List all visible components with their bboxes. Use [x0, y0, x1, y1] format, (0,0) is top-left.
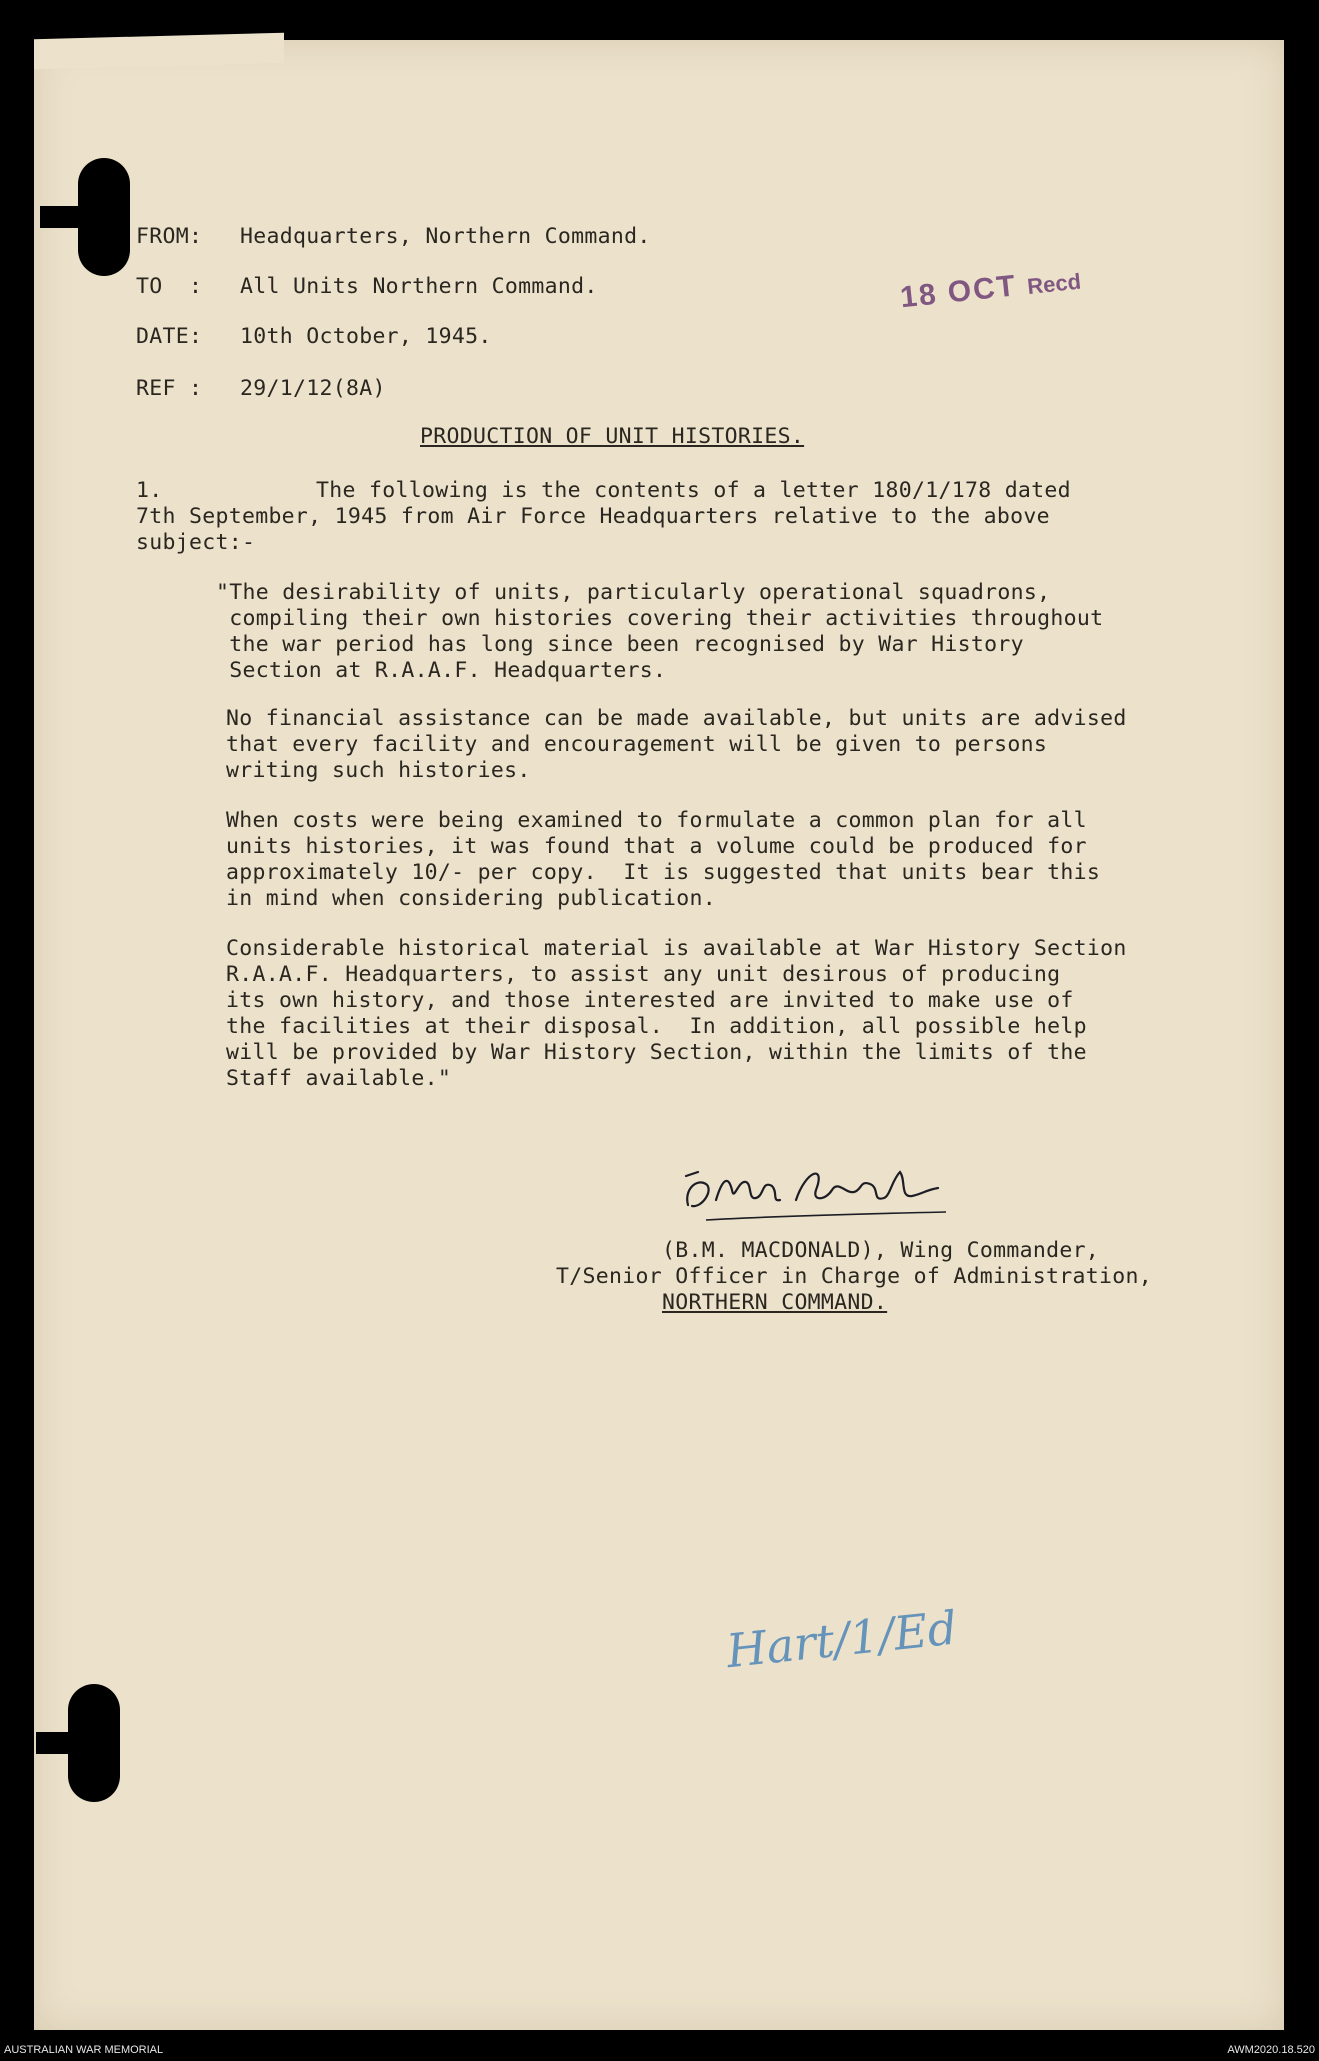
date-value: 10th October, 1945. — [240, 324, 492, 349]
paragraph-number: 1. — [136, 478, 163, 503]
handwritten-signature — [676, 1150, 966, 1230]
signatory-title: T/Senior Officer in Charge of Administration, — [556, 1264, 1152, 1289]
quote-paragraph-2: No financial assistance can be made available, but units are advised that every facility and encouragement will be given to persons writing such histories. — [226, 706, 1127, 783]
to-label: TO : — [136, 274, 203, 299]
footer-institution: AUSTRALIAN WAR MEMORIAL — [4, 2044, 164, 2056]
quote-paragraph-4: Considerable historical material is available at War History Section R.A.A.F. Headquarters, to assist any unit desirous of producing its own history, and those interested are invited to make use of the facilities at their disposal. In addition, all possible help will be provided by War History Section, within the limits of the Staff available." — [226, 936, 1127, 1091]
punch-hole-top — [78, 158, 130, 276]
punch-hole-top-slot — [40, 206, 80, 228]
date-label: DATE: — [136, 324, 203, 349]
from-label: FROM: — [136, 224, 203, 249]
stamp-text: Recd — [1026, 268, 1083, 300]
quote-paragraph-3: When costs were being examined to formulate a common plan for all units histories, it was found that a volume could be produced for approximately 10/- per copy. It is suggested that units bear this in mind when considering publication. — [226, 808, 1101, 911]
to-value: All Units Northern Command. — [240, 274, 598, 299]
signatory-command: NORTHERN COMMAND. — [662, 1290, 888, 1315]
punch-hole-bottom-slot — [36, 1732, 76, 1754]
from-value: Headquarters, Northern Command. — [240, 224, 651, 249]
footer-accession-number: AWM2020.18.520 — [1227, 2044, 1315, 2056]
document-title: PRODUCTION OF UNIT HISTORIES. — [420, 424, 805, 449]
intro-line-2: 7th September, 1945 from Air Force Headquarters relative to the above — [136, 504, 1050, 529]
intro-line-1: The following is the contents of a letter 180/1/178 dated — [316, 478, 1071, 503]
ref-value: 29/1/12(8A) — [240, 376, 386, 401]
quote-paragraph-1: "The desirability of units, particularly operational squadrons, compiling their own histories covering their activities throughout the war period has long since been recognised by War History Section at R.A.A.F. Headquarters. — [216, 580, 1104, 683]
file-note-text: Hart/1/Ed — [723, 1600, 960, 1679]
ref-label: REF : — [136, 376, 203, 401]
handwritten-file-note — [716, 1600, 960, 1680]
signatory-name: (B.M. MACDONALD), Wing Commander, — [662, 1238, 1100, 1263]
intro-line-3: subject:- — [136, 530, 256, 555]
stamp-date: 18 OCT — [898, 269, 1019, 315]
